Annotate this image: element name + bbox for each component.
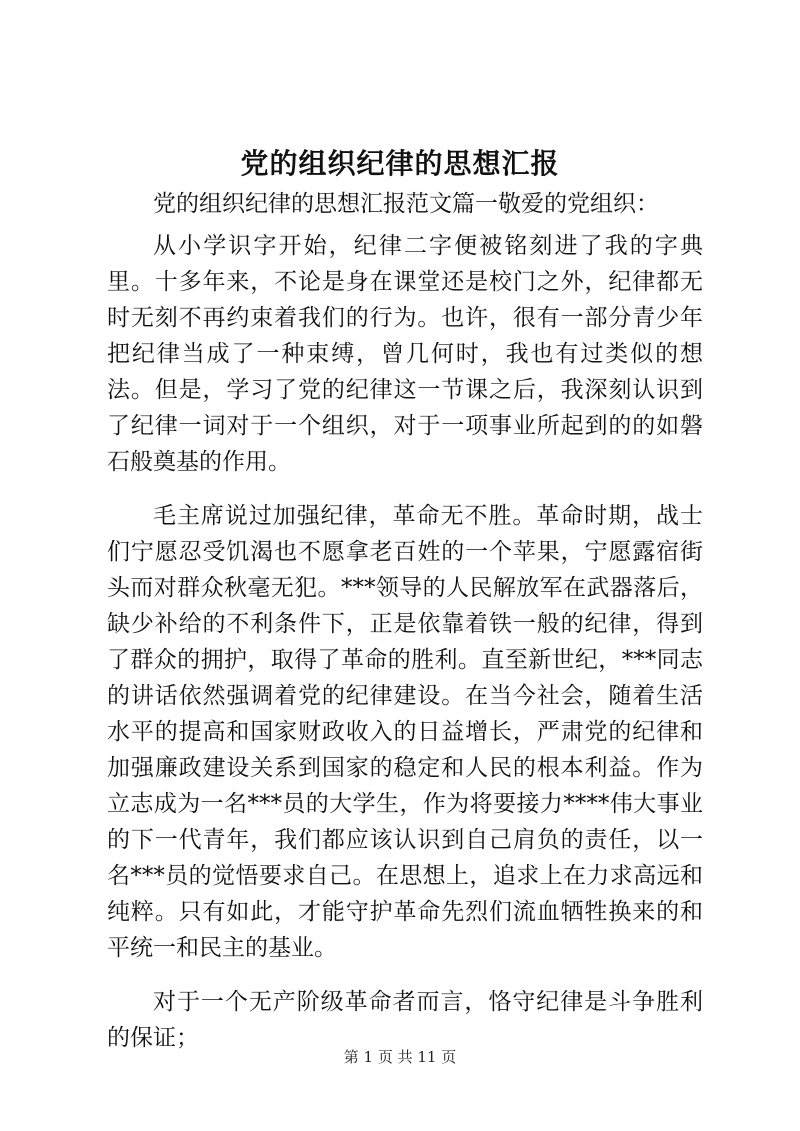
paragraph-1: 从小学识字开始，纪律二字便被铭刻进了我的字典里。十多年来，不论是身在课堂还是校门之外，纪律都无时无刻不再约束着我们的行为。也许，很有一部分青少年把纪律当成了一种束缚，曾几何时，我也有过类似的想法。但是，学习了党的纪律这一节课之后，我深刻认识到了纪律一词对于一个组织，对于一项事业所起到的的如磐石般奠基的作用。 bbox=[107, 233, 703, 475]
paragraph-salutation: 党的组织纪律的思想汇报范文篇一敬爱的党组织： bbox=[153, 191, 659, 217]
paragraph-2: 毛主席说过加强纪律，革命无不胜。革命时期，战士们宁愿忍受饥渴也不愿拿老百姓的一个苹果，宁愿露宿街头而对群众秋毫无犯。***领导的人民解放军在武器落后，缺少补给的不利条件下，正是依靠着铁一般的纪律，得到了群众的拥护，取得了革命的胜利。直至新世纪，***同志的讲话依然强调着党的纪律建设。在当今社会，随着生活水平的提高和国家财政收入的日益增长，严肃党的纪律和加强廉政建设关系到国家的稳定和人民的根本利益。作为立志成为一名***员的大学生，作为将要接力****伟大事业的下一代青年，我们都应该认识到自己肩负的责任，以一名***员的觉悟要求自己。在思想上，追求上在力求高远和纯粹。只有如此，才能守护革命先烈们流血牺牲换来的和平统一和民主的基业。 bbox=[107, 503, 703, 961]
document-title: 党的组织纪律的思想汇报 bbox=[240, 147, 560, 180]
document-body bbox=[107, 186, 703, 1074]
paragraph-3: 对于一个无产阶级革命者而言，恪守纪律是斗争胜利的保证； bbox=[107, 989, 703, 1051]
page-footer: 第 1 页 共 11 页 bbox=[343, 1048, 457, 1066]
